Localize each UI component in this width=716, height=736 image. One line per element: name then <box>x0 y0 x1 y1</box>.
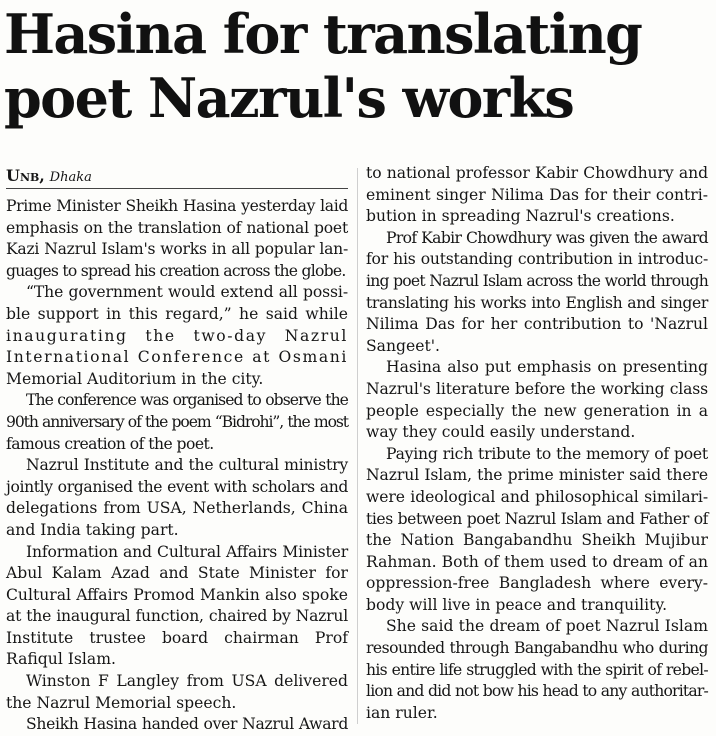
article-text-line: The conference was organised to observe the <box>26 391 348 410</box>
headline-line-2: poet Nazrul's works <box>4 66 574 130</box>
article-text-line: Abul Kalam Azad and State Minister for <box>6 564 348 583</box>
article-text-line: the Nazrul Memorial speech. <box>6 693 237 712</box>
article-text-line: bution in spreading Nazrul's creations. <box>366 207 675 226</box>
article-text-line: way they could easily understand. <box>366 423 636 442</box>
left-column <box>6 164 348 736</box>
article-text-line: Memorial Auditorium in the city. <box>6 369 264 388</box>
article-text-line: Rahman. Both of them used to dream of an <box>366 552 708 571</box>
article-text-line: translating his works into English and singer <box>366 293 708 312</box>
article-text-line: “The government would extend all possi- <box>26 283 348 302</box>
article-text-line: oppression-free Bangladesh where every- <box>366 574 708 593</box>
article-text-line: Paying rich tribute to the memory of poet <box>386 444 708 463</box>
headline-line-1: Hasina for translating <box>4 2 642 66</box>
article-text-line: Hasina also put emphasis on presenting <box>386 358 708 377</box>
article-text-line: Sheikh Hasina handed over Nazrul Award <box>26 715 348 734</box>
article-text-line: Nazrul Islam, the prime minister said there <box>366 466 708 485</box>
article-text-line: and India taking part. <box>6 520 179 539</box>
article-text-line: people especially the new generation in a <box>366 401 708 420</box>
article-text-line: ties between poet Nazrul Islam and Father of <box>366 509 708 528</box>
article-text-line: ian ruler. <box>366 703 438 722</box>
article-text-line: to national professor Kabir Chowdhury and <box>366 164 708 182</box>
article-text-line: lion and did not bow his head to any authoritar- <box>366 682 708 701</box>
article-text-line: Institute trustee board chairman Prof <box>6 628 348 647</box>
article-text-line: ing poet Nazrul Islam across the world through <box>366 271 708 290</box>
article-text-line: resounded through Bangabandhu who during <box>366 639 708 658</box>
article-text-line: emphasis on the translation of national poet <box>6 218 348 237</box>
article-text-line: at the inaugural function, chaired by Nazrul <box>6 607 348 626</box>
article-text-line: for his outstanding contribution in introduc- <box>366 250 708 269</box>
article-text-line: famous creation of the poet. <box>6 434 214 453</box>
article-text-line: She said the dream of poet Nazrul Islam <box>386 617 708 636</box>
article-text-line: International Conference at Osmani <box>6 348 348 367</box>
article-text-line: Nazrul's literature before the working class <box>366 379 708 398</box>
article-text-line: Rafiqul Islam. <box>6 650 116 669</box>
article-text-line: Prof Kabir Chowdhury was given the award <box>386 228 708 247</box>
article-text-line: body will live in peace and tranquility. <box>366 595 668 614</box>
article-text-line: 90th anniversary of the poem “Bidrohi”, the most <box>6 412 348 431</box>
left-column-body <box>6 196 348 736</box>
article-text-line: delegations from USA, Netherlands, China <box>6 499 348 518</box>
right-column <box>366 163 708 724</box>
article-text-line: Cultural Affairs Promod Mankin also spoke <box>6 585 348 604</box>
byline-place: Dhaka <box>49 170 92 185</box>
column-divider <box>357 168 358 724</box>
article-text-line: the Nation Bangabandhu Sheikh Mujibur <box>366 531 708 550</box>
article-text-line: ble support in this regard,” he said while <box>6 304 348 323</box>
article-text-line: Prime Minister Sheikh Hasina yesterday laid <box>6 197 348 215</box>
article-text-line: eminent singer Nilima Das for their contri- <box>366 185 708 204</box>
article-text-line: Information and Cultural Affairs Minister <box>26 542 348 561</box>
byline <box>6 164 348 189</box>
article-text-line: guages to spread his creation across the globe. <box>6 261 346 280</box>
article-text-line: were ideological and philosophical similari- <box>366 487 708 506</box>
article-text-line: inaugurating the two-day Nazrul <box>6 326 348 345</box>
article-text-line: Kazi Nazrul Islam's works in all popular lan- <box>6 240 348 259</box>
byline-agency: Unb, <box>6 166 45 185</box>
article-text-line: Winston F Langley from USA delivered <box>26 672 348 691</box>
right-column-body <box>366 163 708 724</box>
article-text-line: Sangeet'. <box>366 336 440 355</box>
article-text-line: Nazrul Institute and the cultural ministry <box>26 456 348 475</box>
article-text-line: Nilima Das for her contribution to 'Nazrul <box>366 315 708 334</box>
article-text-line: jointly organised the event with scholars and <box>6 477 348 496</box>
headline <box>4 2 714 130</box>
article-text-line: his entire life struggled with the spirit of rebel- <box>366 660 708 679</box>
